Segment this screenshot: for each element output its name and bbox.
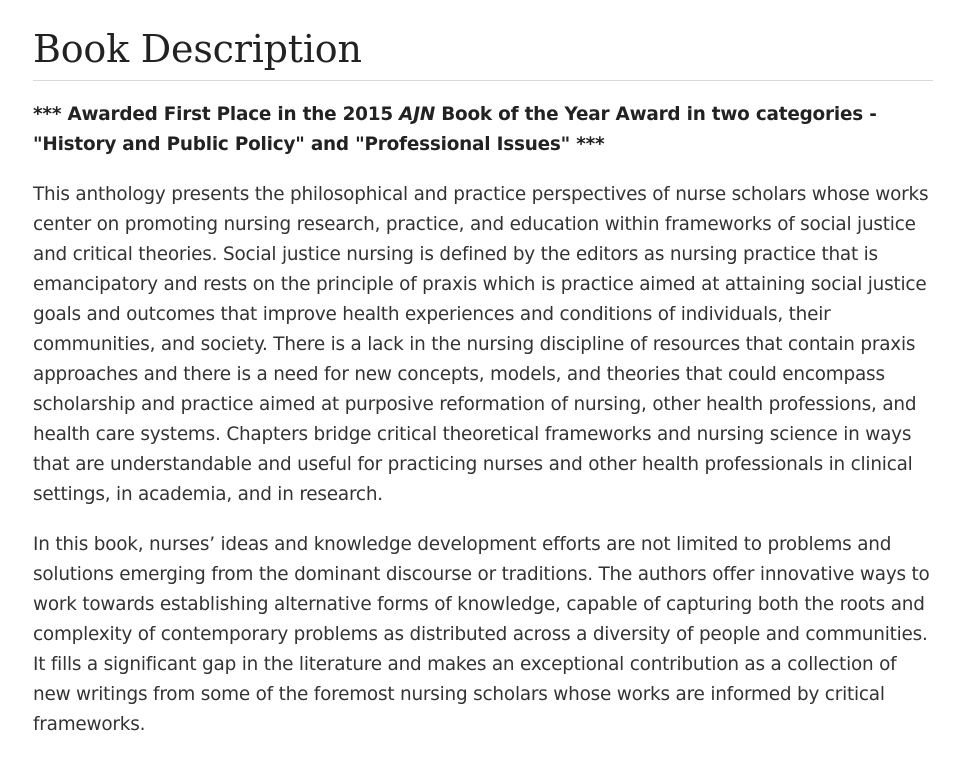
description-paragraph: In this book, nurses’ ideas and knowledge development efforts are not limited to problems and solutions emerging from the dominant discourse or traditions. The authors offer innovative ways to work towards establishing alternative forms of knowledge, capable of capturing both the roots and complexity of contemporary problems as distributed across a diversity of people and communities. It fills a significant gap in the literature and makes an exceptional contribution as a collection of new writings from some of the foremost nursing scholars whose works are informed by critical frameworks. <box>33 534 930 735</box>
description-paragraph: This anthology presents the philosophical and practice perspectives of nurse scholars whose works center on promoting nursing research, practice, and education within frameworks of social justice and critical theories. Social justice nursing is defined by the editors as nursing practice that is emancipatory and rests on the principle of praxis which is practice aimed at attaining social justice goals and outcomes that improve health experiences and conditions of individuals, their communities, and society. There is a lack in the nursing discipline of resources that contain praxis approaches and there is a need for new concepts, models, and theories that could encompass scholarship and practice aimed at purposive reformation of nursing, other health professions, and health care systems. Chapters bridge critical theoretical frameworks and nursing science in ways that are understandable and useful for practicing nurses and other health professionals in clinical settings, in academia, and in research. <box>33 184 929 505</box>
heading-divider <box>33 80 933 81</box>
page-title: Book Description <box>33 27 362 71</box>
award-notice <box>33 100 933 160</box>
award-suffix: Book of the Year Award in two categories - "History and Public Policy" and "Professional Issues" *** <box>33 104 877 155</box>
award-prefix: *** Awarded First Place in the 2015 <box>33 104 400 125</box>
award-journal-name: AJN <box>399 104 436 125</box>
book-description-section <box>33 22 933 760</box>
